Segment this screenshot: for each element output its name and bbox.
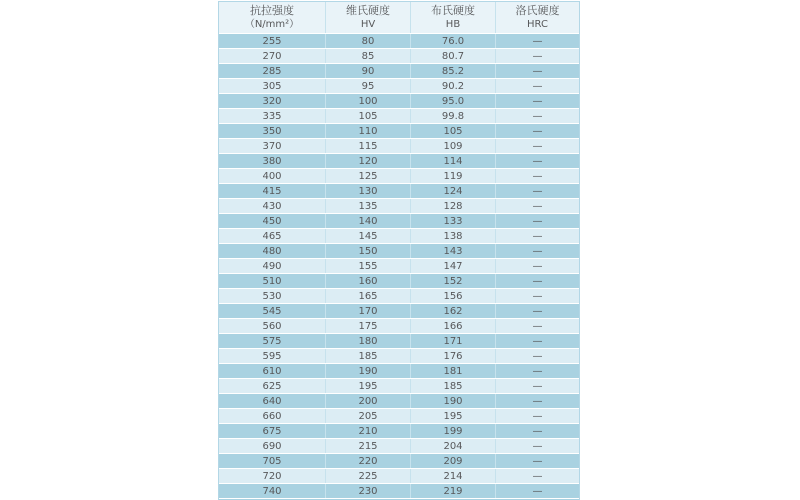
table-cell: 110	[325, 124, 410, 138]
table-cell: 199	[410, 424, 495, 438]
table-cell: 270	[262, 50, 282, 62]
table-cell: —	[495, 349, 579, 363]
table-cell: —	[495, 304, 579, 318]
table-row	[219, 108, 579, 123]
table-cell: —	[495, 214, 579, 228]
table-cell: 335	[262, 110, 282, 122]
table-cell: 545	[262, 305, 282, 317]
table-cell: 690	[262, 440, 282, 452]
table-cell: 415	[262, 185, 282, 197]
table-row	[219, 288, 579, 303]
table-cell: —	[495, 319, 579, 333]
table-cell: 85	[325, 49, 410, 63]
table-cell: 400	[262, 170, 282, 182]
header-label: 洛氏硬度	[515, 4, 560, 17]
table-cell: 150	[325, 244, 410, 258]
table-cell: 205	[325, 409, 410, 423]
table-cell: 740	[262, 485, 282, 497]
table-row	[219, 333, 579, 348]
table-cell: 204	[410, 439, 495, 453]
table-cell: 285	[262, 65, 282, 77]
table-cell: —	[495, 334, 579, 348]
table-cell: —	[495, 34, 579, 48]
table-cell: —	[495, 139, 579, 153]
table-cell: 76.0	[410, 34, 495, 48]
table-cell: 80.7	[410, 49, 495, 63]
table-cell: 85.2	[410, 64, 495, 78]
table-cell: 115	[325, 139, 410, 153]
table-cell: 160	[325, 274, 410, 288]
table-cell: 114	[410, 154, 495, 168]
table-cell: —	[495, 184, 579, 198]
table-cell: 430	[262, 200, 282, 212]
table-cell: 190	[410, 394, 495, 408]
table-cell: —	[495, 469, 579, 483]
table-cell: 138	[410, 229, 495, 243]
table-cell: —	[495, 124, 579, 138]
header-tensile-strength	[219, 2, 325, 33]
table-row	[219, 213, 579, 228]
table-cell: 370	[262, 140, 282, 152]
table-cell: 95	[325, 79, 410, 93]
table-cell: 180	[325, 334, 410, 348]
table-cell: 480	[262, 245, 282, 257]
table-cell: —	[495, 424, 579, 438]
header-unit: （N/mm²）	[244, 19, 300, 30]
table-cell: 595	[262, 350, 282, 362]
table-cell: 145	[325, 229, 410, 243]
table-cell: 465	[262, 230, 282, 242]
table-cell: 105	[410, 124, 495, 138]
table-header-row	[219, 2, 579, 33]
table-cell: —	[495, 289, 579, 303]
table-cell: 560	[262, 320, 282, 332]
table-row	[219, 423, 579, 438]
table-cell: 90.2	[410, 79, 495, 93]
table-cell: 166	[410, 319, 495, 333]
table-row	[219, 303, 579, 318]
table-cell: 100	[325, 94, 410, 108]
table-cell: 125	[325, 169, 410, 183]
header-rockwell-hardness	[495, 2, 579, 33]
table-body	[219, 33, 579, 498]
table-row	[219, 33, 579, 48]
table-cell: 143	[410, 244, 495, 258]
table-cell: 80	[325, 34, 410, 48]
table-row	[219, 153, 579, 168]
table-cell: 214	[410, 469, 495, 483]
table-row	[219, 378, 579, 393]
table-cell: 210	[325, 424, 410, 438]
table-cell: 175	[325, 319, 410, 333]
table-cell: —	[495, 454, 579, 468]
table-cell: 350	[262, 125, 282, 137]
table-cell: —	[495, 64, 579, 78]
table-cell: 720	[262, 470, 282, 482]
table-row	[219, 138, 579, 153]
table-cell: 490	[262, 260, 282, 272]
table-row	[219, 63, 579, 78]
table-cell: 171	[410, 334, 495, 348]
table-cell: 200	[325, 394, 410, 408]
table-cell: —	[495, 199, 579, 213]
table-cell: —	[495, 364, 579, 378]
table-cell: —	[495, 484, 579, 498]
header-vickers-hardness	[325, 2, 410, 33]
table-cell: 640	[262, 395, 282, 407]
table-cell: 133	[410, 214, 495, 228]
table-cell: 305	[262, 80, 282, 92]
table-cell: 610	[262, 365, 282, 377]
table-cell: 380	[262, 155, 282, 167]
table-cell: 195	[410, 409, 495, 423]
table-cell: —	[495, 259, 579, 273]
header-unit: HRC	[527, 19, 548, 30]
header-label: 抗拉强度	[250, 4, 294, 17]
hardness-conversion-table	[218, 1, 580, 500]
header-label: 维氏硬度	[346, 4, 390, 17]
table-cell: 152	[410, 274, 495, 288]
table-cell: 575	[262, 335, 282, 347]
table-cell: 90	[325, 64, 410, 78]
table-cell: 119	[410, 169, 495, 183]
table-row	[219, 168, 579, 183]
table-row	[219, 348, 579, 363]
table-cell: —	[495, 169, 579, 183]
table-row	[219, 243, 579, 258]
table-cell: 170	[325, 304, 410, 318]
table-cell: 105	[325, 109, 410, 123]
table-cell: —	[495, 229, 579, 243]
table-cell: —	[495, 94, 579, 108]
table-cell: 95.0	[410, 94, 495, 108]
table-cell: 660	[262, 410, 282, 422]
header-unit: HB	[445, 19, 461, 30]
table-row	[219, 228, 579, 243]
table-row	[219, 438, 579, 453]
table-cell: 675	[262, 425, 282, 437]
table-cell: 162	[410, 304, 495, 318]
table-row	[219, 408, 579, 423]
table-cell: 155	[325, 259, 410, 273]
table-cell: 176	[410, 349, 495, 363]
table-row	[219, 48, 579, 63]
table-cell: —	[495, 49, 579, 63]
table-cell: 124	[410, 184, 495, 198]
table-cell: 530	[262, 290, 282, 302]
table-cell: 510	[262, 275, 282, 287]
table-cell: —	[495, 274, 579, 288]
table-cell: 99.8	[410, 109, 495, 123]
table-cell: 190	[325, 364, 410, 378]
table-cell: 185	[325, 349, 410, 363]
table-cell: 230	[325, 484, 410, 498]
table-cell: 225	[325, 469, 410, 483]
table-row	[219, 453, 579, 468]
table-cell: —	[495, 439, 579, 453]
table-cell: 705	[262, 455, 282, 467]
table-cell: —	[495, 409, 579, 423]
table-row	[219, 468, 579, 483]
table-row	[219, 258, 579, 273]
table-cell: 219	[410, 484, 495, 498]
header-label: 布氏硬度	[431, 4, 475, 17]
table-cell: 255	[262, 35, 282, 47]
table-row	[219, 123, 579, 138]
table-cell: —	[495, 109, 579, 123]
table-row	[219, 363, 579, 378]
table-cell: 135	[325, 199, 410, 213]
table-row	[219, 273, 579, 288]
table-cell: 215	[325, 439, 410, 453]
table-cell: 156	[410, 289, 495, 303]
table-row	[219, 78, 579, 93]
table-cell: 109	[410, 139, 495, 153]
table-cell: 147	[410, 259, 495, 273]
table-cell: 165	[325, 289, 410, 303]
table-cell: 320	[262, 95, 282, 107]
table-cell: 625	[262, 380, 282, 392]
table-cell: —	[495, 379, 579, 393]
table-cell: 181	[410, 364, 495, 378]
table-cell: 130	[325, 184, 410, 198]
table-cell: 128	[410, 199, 495, 213]
table-row	[219, 93, 579, 108]
table-cell: —	[495, 154, 579, 168]
table-cell: 220	[325, 454, 410, 468]
table-cell: 120	[325, 154, 410, 168]
table-cell: —	[495, 394, 579, 408]
table-cell: 140	[325, 214, 410, 228]
table-row	[219, 198, 579, 213]
table-cell: 450	[262, 215, 282, 227]
table-row	[219, 183, 579, 198]
table-cell: 195	[325, 379, 410, 393]
table-cell: —	[495, 244, 579, 258]
header-brinell-hardness	[410, 2, 495, 33]
table-row	[219, 318, 579, 333]
table-cell: 209	[410, 454, 495, 468]
table-cell: —	[495, 79, 579, 93]
header-unit: HV	[360, 19, 376, 30]
table-cell: 185	[410, 379, 495, 393]
table-row	[219, 483, 579, 498]
table-row	[219, 393, 579, 408]
